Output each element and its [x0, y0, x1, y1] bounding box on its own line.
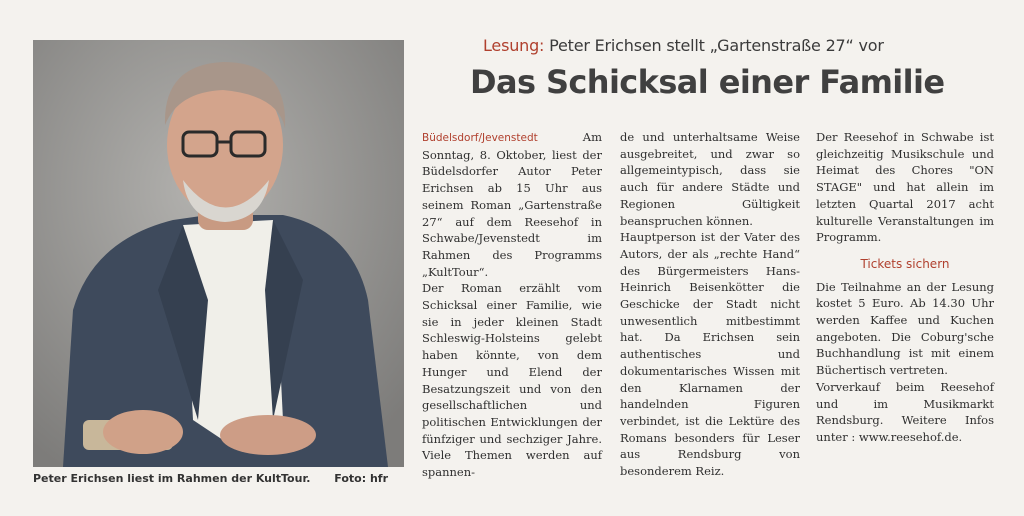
paragraph: de und unterhaltsame Weise ausgebreitet, und zwar so allgemeintypisch, dass sie auch für andere Städte und Regionen Gültigkeit beanspruchen können.: [620, 130, 800, 228]
article-kicker: [483, 36, 1003, 55]
photo-caption-text: Peter Erichsen liest im Rahmen der KultTour.: [33, 472, 311, 485]
bleed-through-text-top: [440, 0, 1000, 40]
intro-text: Am Sonntag, 8. Oktober, liest der Büdelsdorfer Autor Peter Erichsen ab 15 Uhr aus seinem Roman „Gartenstraße 27“ auf dem Reesehof in Schwabe/Jevenstedt im Rahmen des Programms „KultTour“.: [422, 130, 602, 279]
paragraph: Die Teilnahme an der Lesung kostet 5 Euro. Ab 14.30 Uhr werden Kaffee und Kuchen angeboten. Die Coburg'sche Buchhandlung ist mit einem Büchertisch vertreten.: [816, 279, 994, 378]
paragraph: Der Reesehof in Schwabe ist gleichzeitig Musikschule und Heimat des Chores "ON STAGE" und hat allein im letzten Quartal 2017 acht kulturelle Veranstaltungen im Programm.: [816, 130, 994, 245]
author-photo: [33, 40, 404, 467]
paragraph: Hauptperson ist der Vater des Autors, der als „rechte Hand“ des Bürgermeisters Hans-Heinrich Beisenkötter die Geschicke der Stadt nicht unwesentlich mitbestimmt hat. Da Erichsen sein authentisches und dokumentarisches Wissen mit den Klarnamen der handelnden Figuren verbindet, ist die Lektüre des Romans besonders für Leser aus Rendsburg von besonderem Reiz.: [620, 230, 800, 479]
article-column-2: [620, 129, 800, 480]
kicker-label: Lesung:: [483, 36, 545, 55]
bleed-through-text-left: [0, 0, 30, 40]
subheading: Tickets sichern: [860, 256, 950, 271]
paragraph: Der Roman erzählt vom Schicksal einer Familie, wie sie in jeder kleinen Stadt Schleswig-Holsteins gelebt haben könnte, von dem Hunger und Elend der Besatzungszeit und von den gesellschaftlichen und politischen Entwicklungen der fünfziger und sechziger Jahre. Viele Themen werden auf spannen-: [422, 281, 602, 480]
article-column-3: [816, 129, 994, 446]
paragraph-intro: [422, 129, 602, 280]
article-headline: Das Schicksal einer Familie: [470, 63, 945, 101]
article-column-1: [422, 129, 602, 481]
photo-credit: Foto: hfr: [334, 472, 388, 485]
dateline: Büdelsdorf/Jevenstedt: [422, 132, 538, 144]
author-portrait-illustration: [33, 40, 404, 467]
photo-caption: [33, 472, 404, 485]
paragraph: Vorverkauf beim Reesehof und im Musikmarkt Rendsburg. Weitere Infos unter : www.reesehof.de.: [816, 379, 994, 444]
kicker-text: Peter Erichsen stellt „Gartenstraße 27“ vor: [544, 36, 884, 55]
